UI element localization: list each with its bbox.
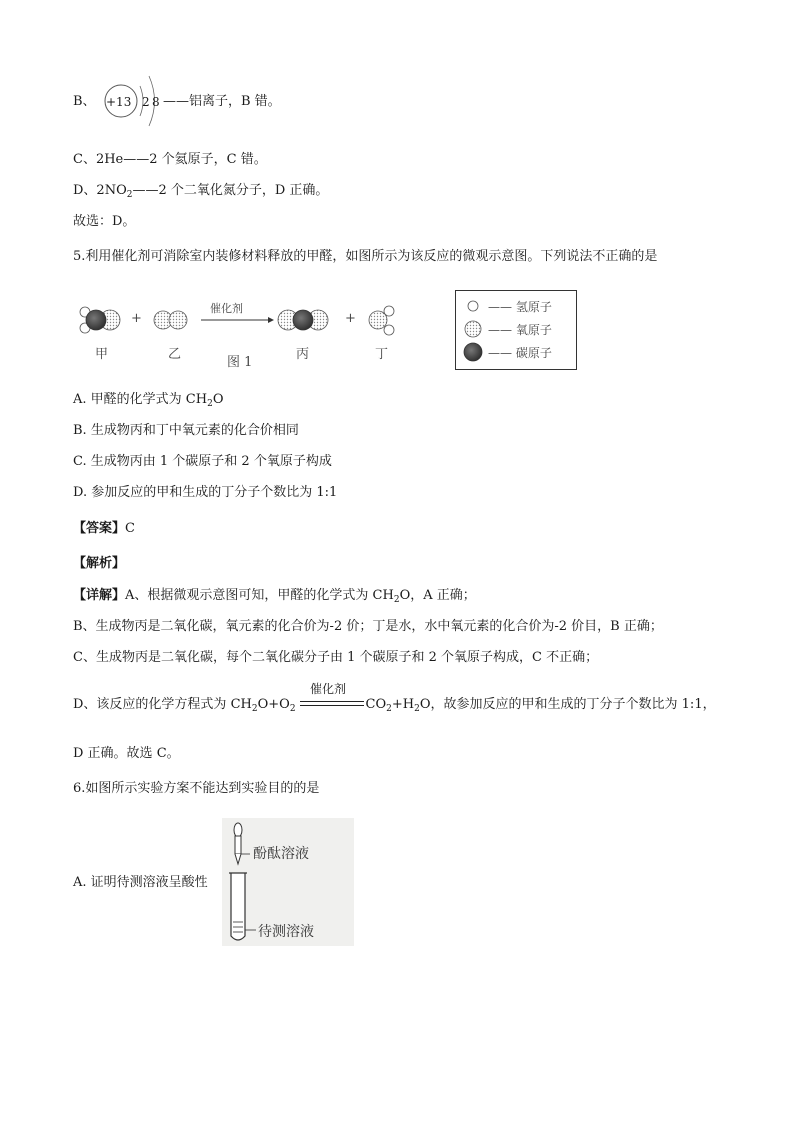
phenolphthalein-label: 酚酞溶液 (253, 846, 309, 862)
oxygen-molecule (154, 311, 187, 329)
equation-products: $CO_2+H_2O$ (365, 697, 431, 714)
q6-option-a: A. 证明待测溶液呈酸性 (73, 875, 208, 890)
test-solution-label: 待测溶液 (258, 924, 314, 940)
oxygen-atom-icon (465, 321, 481, 337)
plus-sign-2: + (345, 311, 356, 326)
equation-reactants: $CH_2O+O_2$ (230, 697, 296, 714)
reactant-yi-label: 乙 (168, 347, 182, 362)
reactant-jia-label: 甲 (95, 347, 109, 362)
detail-d: D、该反应的化学方程式为 $CH_2O+O_2$ $CO_2+H_2O$，故参加反应的甲和生成的丁分子个数比为 1:1， (73, 697, 716, 714)
question-5-stem: 5.利用催化剂可消除室内装修材料释放的甲醛，如图所示为该反应的微观示意图。下列说法不正确的是 (73, 249, 658, 264)
option-c: C. 生成物丙由 1 个碳原子和 2 个氧原子构成 (73, 454, 332, 469)
option-d: D. 参加反应的甲和生成的丁分子个数比为 1:1 (73, 485, 338, 500)
analysis-label: 【解析】 (73, 556, 126, 571)
water-molecule (369, 306, 394, 335)
hydrogen-atom-icon (468, 301, 478, 311)
legend-carbon-label: —— 碳原子 (488, 346, 552, 360)
line-b-prefix: B、 (73, 94, 96, 109)
figure-caption: 图 1 (227, 355, 253, 370)
equation-catalyst-label: 催化剂 (310, 682, 347, 696)
detail-a: 【详解】A、根据微观示意图可知，甲醛的化学式为 $CH_2O$，A 正确； (73, 588, 476, 605)
question-6-stem: 6.如图所示实验方案不能达到实验目的的是 (73, 781, 320, 796)
plus-sign-1: + (131, 311, 142, 326)
legend-icons (463, 294, 487, 366)
line-b-text: ——铝离子，B 错。 (163, 94, 281, 109)
option-a: A. 甲醛的化学式为 $CH_2O$ (73, 392, 224, 409)
shell-2-electrons: 8 (152, 95, 160, 109)
line-choice: 故选：D。 (73, 214, 136, 229)
line-d: D、$2NO_2——2$ 个二氧化氮分子，D 正确。 (73, 183, 329, 200)
catalyst-label: 催化剂 (210, 302, 243, 315)
shell-1-electrons: 2 (142, 95, 150, 109)
option-b: B. 生成物丙和丁中氧元素的化合价相同 (73, 423, 299, 438)
legend-hydrogen-label: —— 氢原子 (488, 300, 552, 314)
nucleus-charge: +13 (106, 95, 132, 109)
line-c: C、2He——2 个氦原子，C 错。 (73, 152, 267, 167)
detail-c: C、生成物丙是二氧化碳，每个二氧化碳分子由 1 个碳原子和 2 个氧原子构成，C 不正确； (73, 650, 599, 665)
formaldehyde-molecule (80, 307, 120, 333)
product-ding-label: 丁 (375, 347, 389, 362)
equation-equals-sign (300, 701, 364, 706)
detail-b: B、生成物丙是二氧化碳，氧元素的化合价为-2 价；丁是水，水中氧元素的化合价为-2 价目，B 正确； (73, 619, 663, 634)
carbon-dioxide-molecule (278, 310, 328, 330)
answer-line: 【答案】C (73, 521, 135, 536)
product-bing-label: 丙 (296, 347, 310, 362)
detail-end: D 正确。故选 C。 (73, 746, 180, 761)
legend-oxygen-label: —— 氧原子 (488, 323, 552, 337)
carbon-atom-icon (464, 343, 482, 361)
